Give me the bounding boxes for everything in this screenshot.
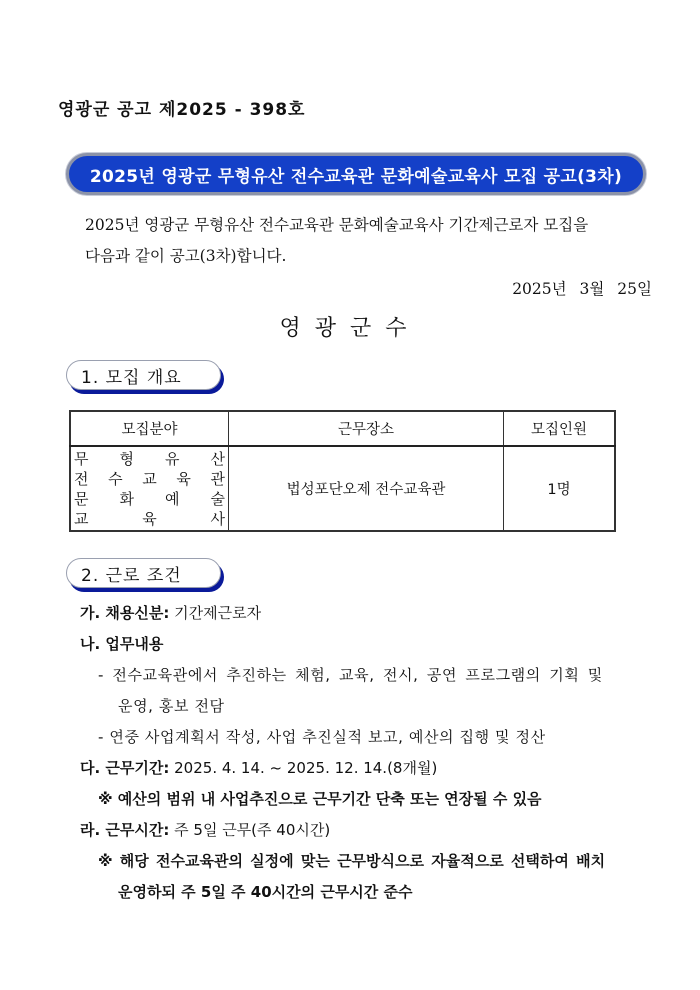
section-2-heading: [66, 558, 221, 588]
char: 육: [142, 509, 157, 528]
char: 산: [210, 449, 225, 468]
item-value: 주 5일 근무(주 40시간): [169, 821, 331, 839]
signer: 영광군수: [279, 316, 421, 341]
char: 수: [108, 469, 123, 488]
field-line-1: [74, 449, 225, 469]
field-line-3: [74, 489, 225, 509]
item-value: 2025. 4. 14. ~ 2025. 12. 14.(8개월): [169, 759, 438, 777]
period-note: ※ 예산의 범위 내 사업추진으로 근무기간 단축 또는 연장될 수 있음: [98, 790, 542, 808]
char: 문: [74, 489, 89, 508]
char: 형: [119, 449, 134, 468]
cell-count: 1명: [504, 446, 616, 531]
char: 관: [210, 469, 225, 488]
header-count: 모집인원: [504, 411, 616, 446]
char: 육: [176, 469, 191, 488]
item-employment-type: [80, 602, 261, 623]
table-header-row: [70, 411, 615, 446]
field-line-2: [74, 469, 225, 489]
cell-field: [70, 446, 229, 531]
notice-number: 영광군 공고 제2025 - 398호: [58, 100, 306, 120]
char: 무: [74, 449, 89, 468]
char: 교: [142, 469, 157, 488]
intro-paragraph: [85, 210, 665, 272]
announcement-date: 2025년 3월 25일: [512, 280, 652, 298]
section-1-heading: [66, 360, 221, 390]
header-field: 모집분야: [70, 411, 229, 446]
hours-note-line-1: ※ 해당 전수교육관의 실정에 맞는 근무방식으로 자율적으로 선택하여 배치: [98, 852, 606, 870]
char: 예: [165, 489, 180, 508]
char: 술: [210, 489, 225, 508]
section-2-heading-text: 2. 근로 조건: [81, 565, 182, 586]
section-1-heading-text: 1. 모집 개요: [81, 367, 182, 388]
item-label: 가. 채용신분:: [80, 604, 170, 622]
char: 사: [210, 509, 225, 528]
announcement-title-banner: [66, 153, 646, 195]
cell-location: 법성포단오제 전수교육관: [229, 446, 504, 531]
item-duties: [80, 633, 163, 654]
duty-2: - 연중 사업계획서 작성, 사업 추진실적 보고, 예산의 집행 및 정산: [98, 728, 546, 746]
char: 전: [74, 469, 89, 488]
item-label: 라. 근무시간:: [80, 821, 170, 839]
duty-1-line-2: 운영, 홍보 전담: [118, 697, 225, 715]
item-value: 기간제근로자: [169, 604, 262, 622]
hours-note-line-2: 운영하되 주 5일 주 40시간의 근무시간 준수: [118, 883, 413, 901]
char: 화: [119, 489, 134, 508]
item-period: [80, 757, 437, 778]
recruitment-table: [69, 410, 616, 532]
duty-1-line-1: - 전수교육관에서 추진하는 체험, 교육, 전시, 공연 프로그램의 기획 및: [98, 666, 603, 684]
announcement-title: 2025년 영광군 무형유산 전수교육관 문화예술교육사 모집 공고(3차): [89, 166, 623, 187]
char: 유: [165, 449, 180, 468]
char: 교: [74, 509, 89, 528]
item-hours: [80, 819, 330, 840]
table-row: [70, 446, 615, 531]
field-line-4: [74, 509, 225, 529]
intro-line-2: 다음과 같이 공고(3차)합니다.: [85, 247, 287, 265]
item-label: 다. 근무기간:: [80, 759, 170, 777]
intro-line-1: 2025년 영광군 무형유산 전수교육관 문화예술교육사 기간제근로자 모집을: [85, 216, 589, 234]
item-label: 나. 업무내용: [80, 635, 164, 653]
header-location: 근무장소: [229, 411, 504, 446]
